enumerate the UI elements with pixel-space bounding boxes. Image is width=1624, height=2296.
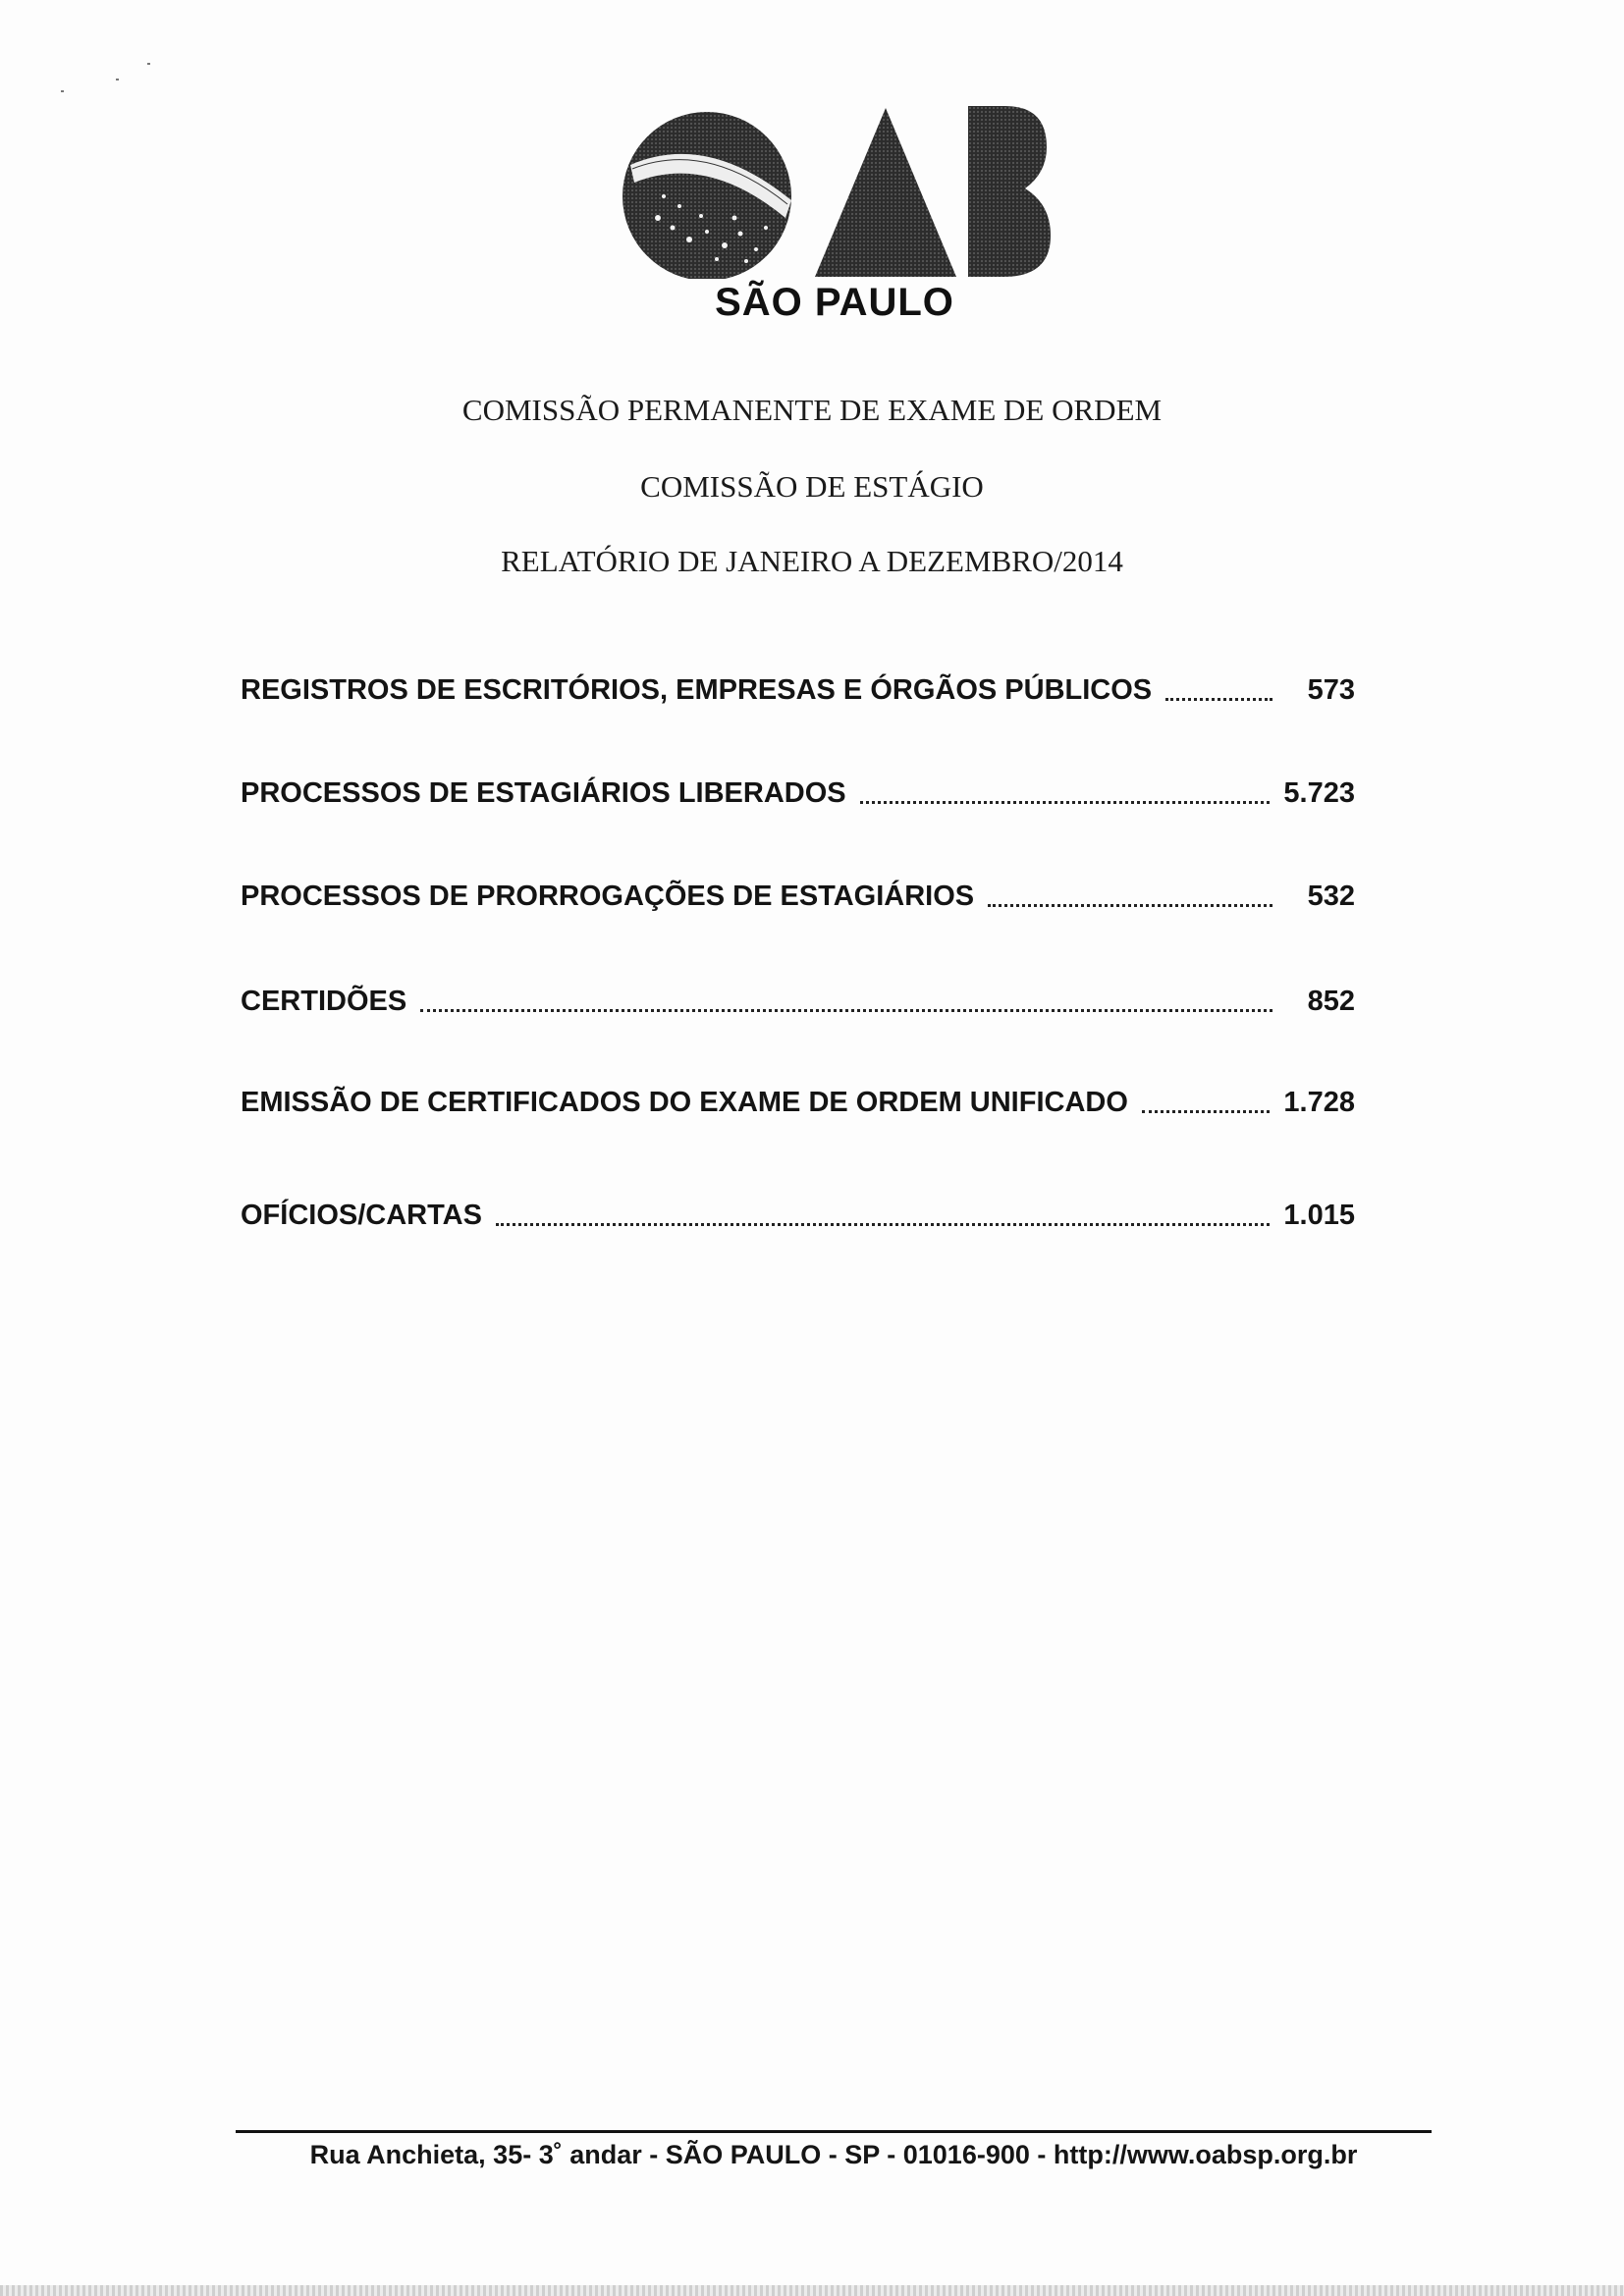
letter-b-shape [968, 106, 1051, 277]
item-value: 573 [1307, 674, 1355, 706]
item-value: 1.728 [1283, 1087, 1355, 1118]
dot-leader [420, 1008, 1272, 1012]
item-value: 1.015 [1283, 1200, 1355, 1231]
report-item [241, 771, 1355, 810]
dot-leader [496, 1222, 1270, 1226]
report-item [241, 979, 1355, 1018]
report-item [241, 1193, 1355, 1232]
item-value: 852 [1307, 986, 1355, 1017]
commission-title: COMISSÃO PERMANENTE DE EXAME DE ORDEM [461, 393, 1163, 427]
report-item [241, 1080, 1355, 1119]
item-label: PROCESSOS DE ESTAGIÁRIOS LIBERADOS [241, 777, 846, 809]
seal-globe-icon [623, 112, 791, 279]
oab-logo-mark [619, 102, 1051, 279]
scan-edge [0, 2285, 1624, 2296]
dot-leader [988, 903, 1272, 907]
footer-divider [236, 2130, 1432, 2133]
item-label: PROCESSOS DE PRORROGAÇÕES DE ESTAGIÁRIOS [241, 881, 975, 912]
internship-commission-title: COMISSÃO DE ESTÁGIO [640, 469, 984, 504]
letter-a-shape [815, 108, 956, 277]
footer-address: Rua Anchieta, 35- 3˚ andar - SÃO PAULO - SP - 01016-900 - http://www.oabsp.org.br [309, 2140, 1358, 2169]
scan-speck [116, 79, 119, 80]
report-period-title: RELATÓRIO DE JANEIRO A DEZEMBRO/2014 [501, 544, 1123, 578]
scan-speck [61, 90, 64, 92]
dot-leader [1142, 1109, 1271, 1113]
report-item [241, 874, 1355, 913]
item-value: 5.723 [1283, 777, 1355, 809]
logo-caption: SÃO PAULO [715, 281, 954, 324]
dot-leader [1165, 697, 1272, 701]
dot-leader [860, 800, 1271, 804]
item-label: CERTIDÕES [241, 986, 407, 1017]
item-label: REGISTROS DE ESCRITÓRIOS, EMPRESAS E ÓRGÃOS PÚBLICOS [241, 674, 1153, 706]
item-label: EMISSÃO DE CERTIFICADOS DO EXAME DE ORDEM UNIFICADO [241, 1087, 1128, 1118]
item-label: OFÍCIOS/CARTAS [241, 1200, 482, 1231]
report-item [241, 667, 1355, 707]
scan-speck [147, 63, 150, 65]
item-value: 532 [1307, 881, 1355, 912]
oab-logo [619, 102, 1051, 333]
